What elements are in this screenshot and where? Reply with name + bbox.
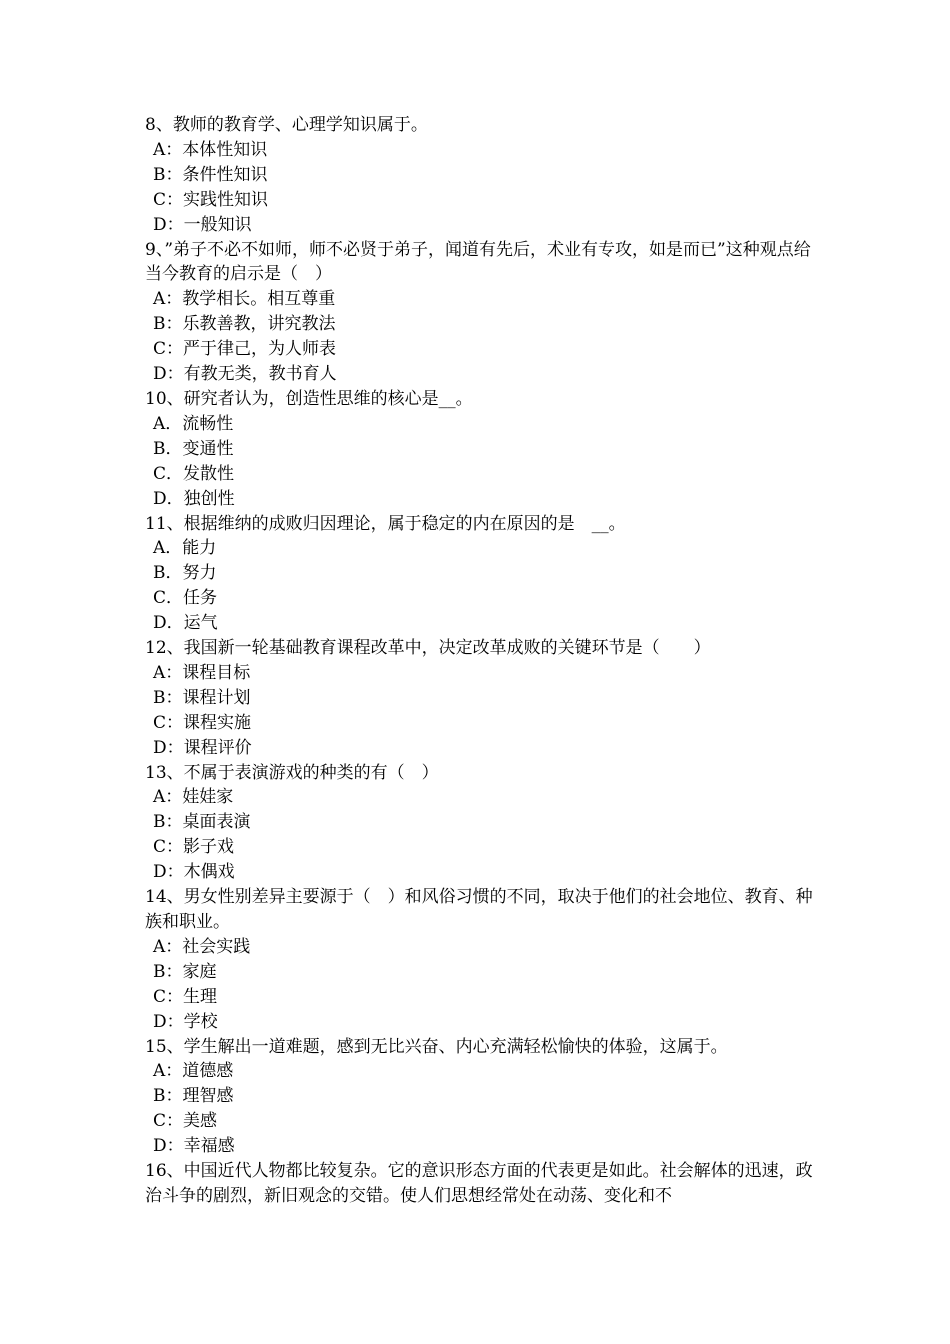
question-stem: 16、中国近代人物都比较复杂。它的意识形态方面的代表更是如此。社会解体的迅速，政治斗争的剧烈，新旧观念的交错。使人们思想经常处在动荡、变化和不 bbox=[145, 1161, 813, 1206]
question-13 bbox=[145, 761, 815, 886]
option-c: C：实践性知识 bbox=[153, 189, 269, 210]
option-d: D：幸福感 bbox=[153, 1136, 235, 1157]
option-c: C：课程实施 bbox=[153, 712, 252, 733]
option-a: A：社会实践 bbox=[153, 936, 251, 957]
option-d: D：学校 bbox=[153, 1011, 218, 1032]
question-9 bbox=[145, 238, 815, 387]
question-stem: 14、男女性别差异主要源于（ ）和风俗习惯的不同，取决于他们的社会地位、教育、种族和职业。 bbox=[145, 887, 813, 932]
option-c: C：严于律己，为人师表 bbox=[153, 339, 337, 360]
option-d: D．运气 bbox=[153, 613, 218, 634]
option-b: B．变通性 bbox=[153, 438, 234, 459]
option-a: A：道德感 bbox=[153, 1061, 234, 1082]
question-stem: 15、学生解出一道难题，感到无比兴奋、内心充满轻松愉快的体验，这属于。 bbox=[145, 1036, 728, 1057]
option-c: C：美感 bbox=[153, 1111, 218, 1132]
option-b: B：课程计划 bbox=[153, 687, 251, 708]
option-c: C．发散性 bbox=[153, 463, 235, 484]
option-b: B：乐教善教，讲究教法 bbox=[153, 314, 336, 335]
option-b: B：桌面表演 bbox=[153, 812, 251, 833]
option-a: A：教学相长。相互尊重 bbox=[153, 289, 336, 310]
option-b: B．努力 bbox=[153, 563, 217, 584]
option-d: D：一般知识 bbox=[153, 214, 252, 235]
option-d: D：有教无类，教书育人 bbox=[153, 364, 337, 385]
option-b: B：条件性知识 bbox=[153, 164, 268, 185]
question-12 bbox=[145, 636, 815, 761]
question-stem: 9、”弟子不必不如师，师不必贤于弟子，闻道有先后，术业有专攻，如是而已”这种观点给当今教育的启示是（ ） bbox=[145, 239, 811, 285]
question-stem: 11、根据维纳的成败归因理论，属于稳定的内在原因的是 __。 bbox=[145, 513, 626, 534]
question-10 bbox=[145, 387, 815, 512]
option-d: D：课程评价 bbox=[153, 737, 252, 758]
question-stem: 13、不属于表演游戏的种类的有（ ） bbox=[145, 762, 439, 783]
question-16 bbox=[145, 1159, 815, 1209]
question-stem: 8、教师的教育学、心理学知识属于。 bbox=[145, 115, 428, 135]
option-d: D．独创性 bbox=[153, 488, 235, 509]
option-a: A．能力 bbox=[153, 538, 217, 559]
question-8 bbox=[145, 113, 815, 238]
option-b: B：家庭 bbox=[153, 961, 217, 982]
question-stem: 10、研究者认为，创造性思维的核心是__。 bbox=[145, 388, 473, 409]
question-11 bbox=[145, 512, 815, 637]
option-a: A：本体性知识 bbox=[153, 139, 268, 160]
option-a: A．流畅性 bbox=[153, 413, 234, 434]
option-b: B：理智感 bbox=[153, 1086, 234, 1107]
option-c: C：影子戏 bbox=[153, 837, 235, 858]
exam-question-list bbox=[145, 113, 815, 1209]
question-14 bbox=[145, 885, 815, 1034]
question-15 bbox=[145, 1035, 815, 1160]
option-a: A：课程目标 bbox=[153, 662, 251, 683]
option-c: C：生理 bbox=[153, 986, 218, 1007]
option-d: D：木偶戏 bbox=[153, 862, 235, 883]
option-c: C．任务 bbox=[153, 588, 218, 609]
question-stem: 12、我国新一轮基础教育课程改革中，决定改革成败的关键环节是（ ） bbox=[145, 638, 711, 659]
option-a: A：娃娃家 bbox=[153, 787, 234, 808]
